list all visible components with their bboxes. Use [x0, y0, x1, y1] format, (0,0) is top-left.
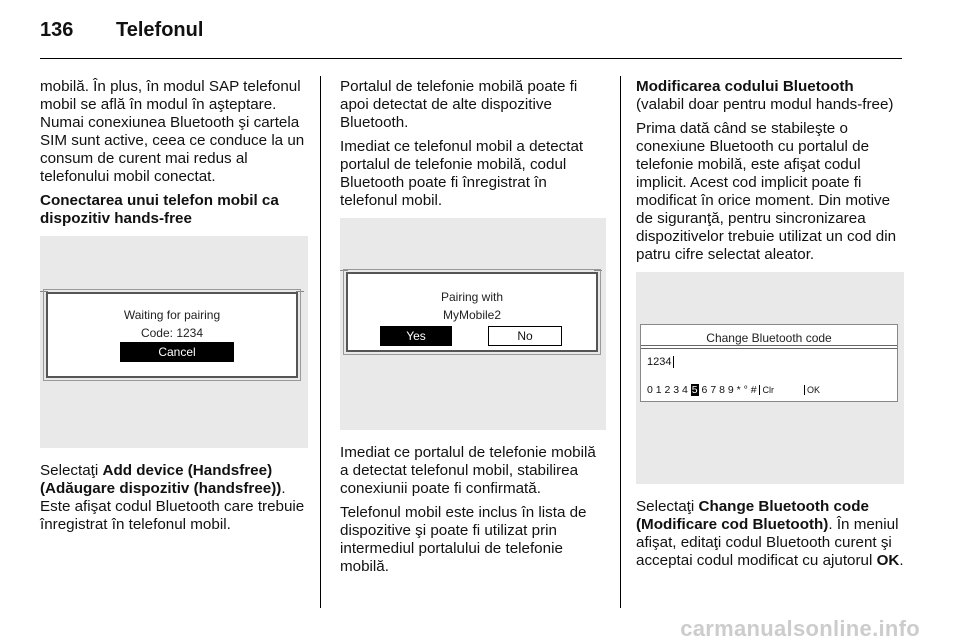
- paragraph: Telefonul mobil este inclus în lista de dispozitive şi poate fi utilizat prin intermediul portalului de telefonie mobilă.: [340, 504, 587, 575]
- display-frame: [640, 324, 898, 402]
- paragraph: Imediat ce portalul de telefonie mobilă a detectat telefonul mobil, stabilirea conexiunii poate fi confirmată.: [340, 444, 596, 497]
- device-name-text: MyMobile2: [442, 308, 502, 322]
- section-title: Telefonul: [116, 19, 204, 41]
- change-code-illustration: [636, 272, 904, 484]
- code-entry: 1234: [647, 353, 678, 371]
- change-code-title: Change Bluetooth code: [706, 331, 832, 345]
- page-number: 136: [40, 19, 74, 41]
- paragraph: (valabil doar pentru modul hands-free): [636, 96, 894, 113]
- column-divider-2: [620, 76, 621, 608]
- header-rule: [40, 58, 902, 59]
- column-1: [40, 78, 308, 540]
- subheading: Conectarea unui telefon mobil ca dispozitiv hands-free: [40, 192, 279, 227]
- subheading: Modificarea codului Bluetooth: [636, 78, 854, 95]
- keypad-row: 0 1 2 3 4 5 6 7 8 9 * ° # Clr OK: [647, 384, 820, 396]
- cancel-button: Cancel: [120, 342, 234, 362]
- paragraph: mobilă. În plus, în modul SAP telefonul mobil se află în modul în aşteptare. Numai conexiunea Bluetooth şi cartela SIM sunt active, ceea ce conduce la un consum de curent mai redus al telefonului mobil conectat.: [40, 78, 305, 185]
- column-2: [340, 78, 606, 582]
- watermark: carmanualsonline.info: [680, 616, 920, 641]
- paragraph: Selectaţi Add device (Handsfree) (Adăugare dispozitiv (handsfree)). Este afişat codul Bluetooth care trebuie înregistrat în telefonul mobil.: [40, 462, 305, 533]
- waiting-text: Waiting for pairing: [123, 308, 221, 322]
- no-button: No: [488, 326, 562, 346]
- pairing-text: Pairing with: [440, 290, 504, 304]
- paragraph: Prima dată când se stabileşte o conexiune Bluetooth cu portalul de telefonie mobilă, este afişat codul implicit. Acest cod implicit poate fi modificat în orice moment. Din motive de siguranţă, pentru sincronizarea dispozitivelor trebuie utilizat un cod din patru cifre selectat aleator.: [636, 120, 897, 263]
- yes-button: Yes: [380, 326, 452, 346]
- column-divider-1: [320, 76, 321, 608]
- pairing-confirm-illustration: [340, 218, 606, 430]
- selected-key: 5: [691, 384, 698, 396]
- paragraph: Selectaţi Change Bluetooth code (Modificare cod Bluetooth). În meniul afişat, editaţi codul Bluetooth curent şi acceptai codul modificat cu ajutorul OK.: [636, 498, 904, 569]
- pairing-screen-illustration: [40, 236, 308, 448]
- column-3: [636, 78, 904, 576]
- paragraph: Imediat ce telefonul mobil a detectat portalul de telefonie mobilă, codul Bluetooth poate fi înregistrat în telefonul mobil.: [340, 138, 584, 209]
- paragraph: Portalul de telefonie mobilă poate fi apoi detectat de alte dispozitive Bluetooth.: [340, 78, 578, 131]
- code-text: Code: 1234: [140, 326, 204, 340]
- display-frame: [46, 292, 298, 378]
- display-frame: [346, 272, 598, 352]
